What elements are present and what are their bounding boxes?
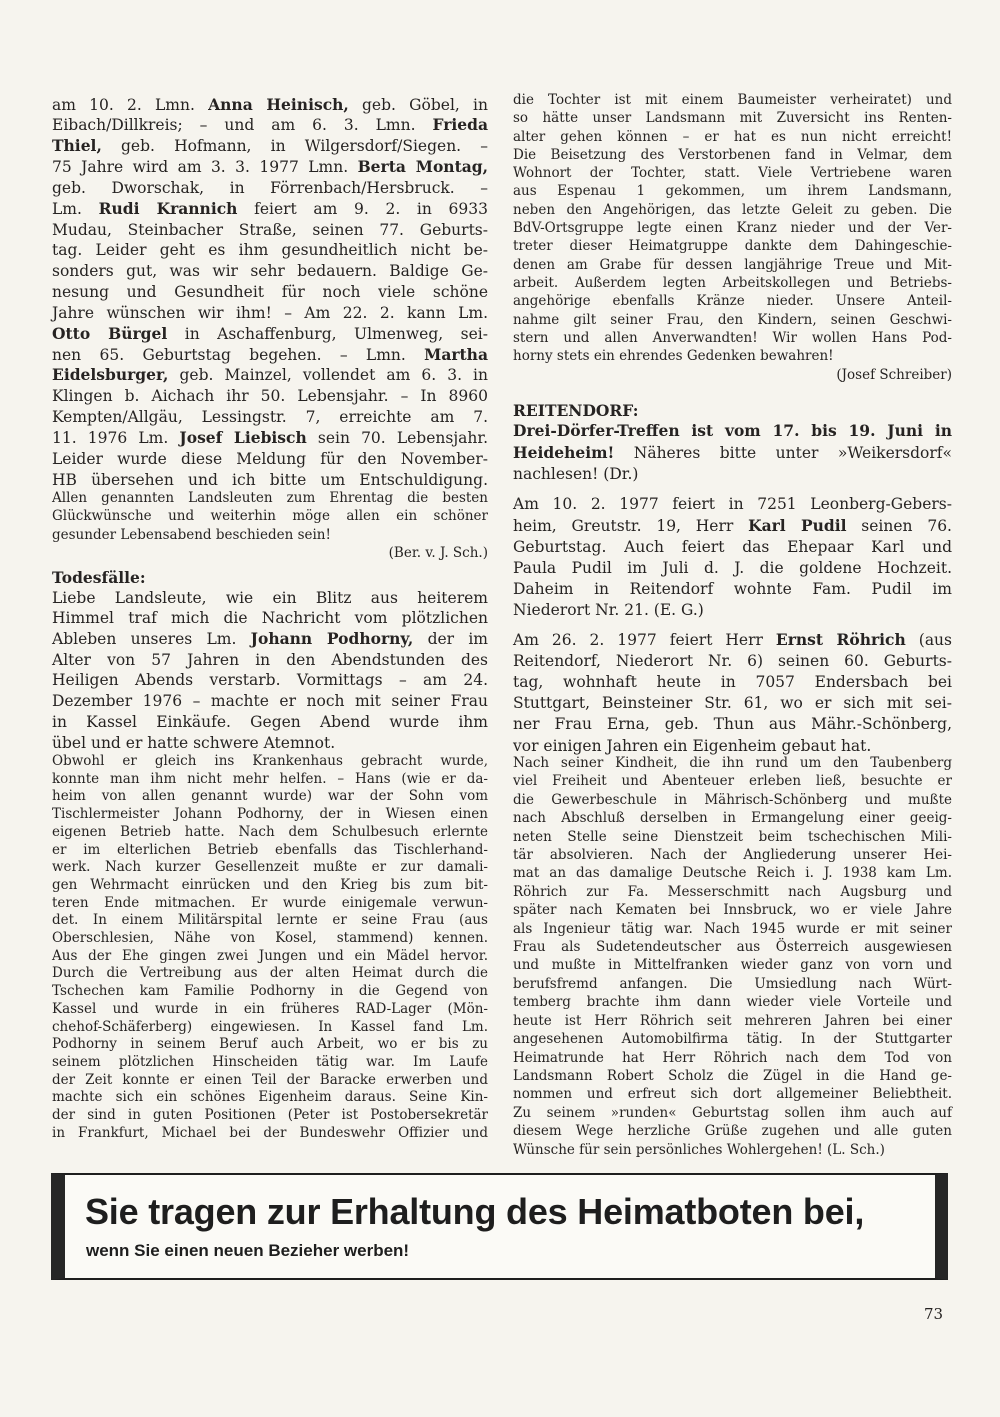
text-line: Heimatrunde hat Herr Röhrich nach dem Tod von xyxy=(513,1049,952,1066)
text-line: Röhrich zur Fa. Messerschmitt nach Augsburg und xyxy=(513,883,952,900)
text-line: aus Espenau 1 gekommen, um ihrem Landsmann, xyxy=(513,183,952,200)
bold-name: Ernst Röhrich xyxy=(775,629,906,649)
text-line: tag, wohnhaft heute in 7057 Endersbach bei xyxy=(513,672,952,691)
text-line: det. In einem Militärspital lernte er seine Frau (aus xyxy=(52,912,488,929)
text-line: Geburtstag. Auch feiert das Ehepaar Karl und xyxy=(513,537,952,556)
bold-name: Heideheim! xyxy=(513,442,615,462)
text-line: Kassel und wurde in ein früheres RAD-Lager (Mön- xyxy=(52,1000,488,1017)
wishes-signature: (Ber. v. J. Sch.) xyxy=(388,545,488,561)
text-line: Zu seinem »runden« Geburtstag sollen ihm auch auf xyxy=(513,1104,952,1121)
text-line: heim von allen genannt wurde) war der Sohn vom xyxy=(52,788,488,805)
text-line: Podhorny in seinem Beruf auch Arbeit, wo er bis zu xyxy=(52,1036,488,1053)
text-line: sonders gut, was wir sehr bedauern. Baldige Ge- xyxy=(52,262,488,281)
text-line: so hätte unser Landsmann mit Zuversicht ins Renten- xyxy=(513,110,952,127)
text-line: Wohnort der Tochter, statt. Viele Vertriebene waren xyxy=(513,165,952,182)
text-line: nach Abschluß derselben in Ermangelung einer geeig- xyxy=(513,810,952,827)
text-line: HB übersehen und ich bitte um Entschuldigung. xyxy=(52,470,488,489)
text-line: vor einigen Jahren ein Eigenheim gebaut hat. xyxy=(513,736,872,755)
text-line: Tischlermeister Johann Podhorny, der in Wiesen einen xyxy=(52,806,488,823)
bold-name: Thiel, xyxy=(52,136,102,156)
text-line: nesung und Gesundheit für noch viele schöne xyxy=(52,283,488,302)
text-line: Stuttgart, Beinsteiner Str. 61, wo er sich mit sei- xyxy=(513,694,952,713)
bold-name: Karl Pudil xyxy=(748,515,847,535)
text-line: eigenen Betrieb hatte. Nach dem Schulbesuch erlernte xyxy=(52,823,488,840)
text-line: viel Freiheit und Abenteuer erleben ließ, besuchte er xyxy=(513,773,952,790)
text-line: geb. Dworschak, in Förrenbach/Hersbruck. – xyxy=(52,178,488,197)
text-line: neben den Angehörigen, das letzte Geleit zu geben. Die xyxy=(513,201,952,218)
text-line: Frau als Sudetendeutscher aus Österreich ausgewiesen xyxy=(513,939,952,956)
bold-name: Anna Heinisch, xyxy=(208,94,349,114)
text-line: temberg brachte ihm dann wieder viele Vorteile und xyxy=(513,994,952,1011)
text-line: heim, Greutstr. 19, Herr Karl Pudil seinen 76. xyxy=(513,515,952,535)
bold-name: Frieda xyxy=(432,115,488,135)
text-line: Oberschlesien, Nähe von Kosel, stammend) kennen. xyxy=(52,930,488,947)
obituary-signature: (Josef Schreiber) xyxy=(836,367,952,383)
page-number: 73 xyxy=(924,1305,944,1323)
text-line: der Zeit konnte er einen Teil der Baracke erwerben und xyxy=(52,1071,488,1088)
text-line: BdV-Ortsgruppe legte einen Kranz nieder und der Ver- xyxy=(513,220,952,237)
text-line: am 10. 2. Lmn. Anna Heinisch, geb. Göbel, in xyxy=(52,94,488,114)
text-line: die Tochter ist mit einem Baumeister verheiratet) und xyxy=(513,92,952,108)
text-line: Allen genannten Landsleuten zum Ehrentag die besten xyxy=(52,490,488,506)
text-line: Am 10. 2. 1977 feiert in 7251 Leonberg-Gebers- xyxy=(513,494,952,513)
text-line: Aus der Ehe gingen zwei Jungen und ein Mädel hervor. xyxy=(52,947,488,964)
text-line: angehörige ebenfalls Kränze nieder. Unsere Anteil- xyxy=(513,293,952,310)
text-line: Landsmann Robert Scholz die Zügel in die Hand ge- xyxy=(513,1067,952,1084)
text-line: die Gewerbeschule in Mährisch-Schönberg und mußte xyxy=(513,791,952,808)
text-line: als Ingenieur tätig war. Nach 1945 wurde er mit seiner xyxy=(513,920,952,937)
text-line: Thiel, geb. Hofmann, in Wilgersdorf/Siegen. – xyxy=(52,136,488,156)
text-line: seinem plötzlichen Hinscheiden tätig war. Im Laufe xyxy=(52,1053,488,1070)
roehrich-biography xyxy=(513,754,952,1159)
text-line: Tschechen kam Familie Podhorny in die Gegend von xyxy=(52,983,488,1000)
text-line: teren Ende mitmachen. Er wurde einigemale verwun- xyxy=(52,894,488,911)
section-heading-reitendorf: REITENDORF: xyxy=(513,400,639,420)
text-line: Heideheim! Näheres bitte unter »Weikersdorf« xyxy=(513,442,952,462)
text-line: heute ist Herr Röhrich seit mehreren Jahren bei einer xyxy=(513,1012,952,1029)
bold-name: Berta Montag, xyxy=(357,157,489,177)
text-line: gesunder Lebensabend beschieden sein! xyxy=(52,526,331,543)
text-line: Kempten/Allgäu, Lessingstr. 7, erreichte am 7. xyxy=(52,408,488,427)
text-line: Heiligen Abends verstarb. Vormittags – am 24. xyxy=(52,671,488,690)
text-line: Am 26. 2. 1977 feiert Herr Ernst Röhrich (aus xyxy=(513,629,952,649)
text-line: 11. 1976 Lm. Josef Liebisch sein 70. Lebensjahr. xyxy=(52,428,489,447)
text-line: Obwohl er gleich ins Krankenhaus gebracht wurde, xyxy=(52,753,488,769)
banner-title: Sie tragen zur Erhaltung des Heimatboten bei, xyxy=(85,1191,865,1232)
obituary-intro xyxy=(52,588,488,754)
text-line: in Frankfurt, Michael bei der Bundeswehr Offizier und xyxy=(52,1124,488,1141)
birthday-wishes xyxy=(52,489,488,544)
text-line: Alter von 57 Jahren in den Abendstunden des xyxy=(52,650,488,669)
bold-name: Rudi Krannich xyxy=(98,198,238,218)
text-line: mat an das damalige Deutsche Reich i. J. 1938 kam Lm. xyxy=(513,865,952,882)
pudil-announcement xyxy=(513,494,952,621)
text-line: Leider wurde diese Meldung für den November- xyxy=(52,449,488,468)
text-line: berufsfremd anfangen. Die Umsiedlung nach Würt- xyxy=(513,975,952,992)
text-line: Nach seiner Kindheit, die ihn rund um den Taubenberg xyxy=(513,755,952,771)
text-line: werk. Nach kurzer Gesellenzeit mußte er zur damali- xyxy=(52,859,488,876)
text-line: Mudau, Steinbacher Straße, seinen 77. Geburts- xyxy=(52,220,488,239)
text-line: nachlesen! (Dr.) xyxy=(513,465,639,484)
text-line: gen Wehrmacht einrücken und den Krieg bis zum bit- xyxy=(52,876,488,893)
text-line: tär absolvieren. Nach der Angliederung unserer Hei- xyxy=(513,847,952,864)
text-line: Wünsche für sein persönliches Wohlergehen! (L. Sch.) xyxy=(513,1141,885,1158)
text-line: Eidelsburger, geb. Mainzel, vollendet am 6. 3. in xyxy=(52,365,488,385)
bold-name: Drei-Dörfer-Treffen ist vom 17. bis 19. Juni in xyxy=(513,420,952,440)
text-line: ner Frau Erna, geb. Thun aus Mähr.-Schönberg, xyxy=(513,715,952,734)
text-line: arbeit. Außerdem legten Arbeitskollegen und Betriebs- xyxy=(513,274,952,291)
text-line: der sind in guten Positionen (Peter ist Postobersekretär xyxy=(52,1107,488,1124)
text-line: in Kassel Einkäufe. Gegen Abend wurde ihm xyxy=(52,712,488,731)
subscription-banner xyxy=(51,1173,948,1280)
bold-name: Johann Podhorny, xyxy=(250,629,414,648)
text-line: treter dieser Heimatgruppe dankte dem Dahingeschie- xyxy=(513,238,952,255)
text-line: alter gehen können – er hat es nun nicht erreicht! xyxy=(513,128,952,145)
text-line: Paula Pudil im Juli d. J. die goldene Hochzeit. xyxy=(513,558,952,577)
text-line: stern und allen Anverwandten! Wir wollen Hans Pod- xyxy=(513,329,952,346)
bold-name: Josef Liebisch xyxy=(179,428,307,447)
text-line: Lm. Rudi Krannich feiert am 9. 2. in 6933 xyxy=(52,198,488,218)
text-line: Eibach/Dillkreis; – und am 6. 3. Lmn. Frieda xyxy=(52,115,488,135)
text-line: nahme gilt seiner Frau, den Kindern, seinen Geschwi- xyxy=(513,311,952,328)
bold-name: Martha xyxy=(424,344,488,364)
text-line: Reitendorf, Niederort Nr. 6) seinen 60. Geburts- xyxy=(513,651,952,670)
text-line: Otto Bürgel in Aschaffenburg, Ulmenweg, sei- xyxy=(52,323,488,343)
roehrich-announcement xyxy=(513,629,952,757)
text-line: Durch die Vertreibung aus der alten Heimat durch die xyxy=(52,965,488,982)
text-line: neten Stelle seine Dienstzeit beim tschechischen Mili- xyxy=(513,828,952,845)
text-line: später nach Kematen bei Innsbruck, wo er viele Jahre xyxy=(513,902,952,919)
text-line: Liebe Landsleute, wie ein Blitz aus heiterem xyxy=(52,588,488,607)
bold-name: Eidelsburger, xyxy=(52,365,169,385)
text-line: konnte man ihm nicht mehr helfen. – Hans (wie er da- xyxy=(52,770,488,787)
text-line: Glückwünsche und weiterhin möge allen ein schöner xyxy=(52,508,488,525)
text-line: er im elterlichen Betrieb ebenfalls das Tischlerhand- xyxy=(52,841,488,858)
text-line: horny stets ein ehrendes Gedenken bewahren! xyxy=(513,348,834,365)
text-line: machte sich ein schönes Eigenheim daraus. Seine Kin- xyxy=(52,1089,488,1106)
text-line: und mußte in Mittelfranken wieder ganz von vorn und xyxy=(513,957,952,974)
text-line: 75 Jahre wird am 3. 3. 1977 Lmn. Berta Montag, xyxy=(52,157,489,177)
text-line: nommen und erfreut sich dort allgemeiner Beliebtheit. xyxy=(513,1086,952,1103)
obituary-continuation xyxy=(513,91,952,365)
deaths-heading: Todesfälle: xyxy=(52,567,146,587)
text-line: chehof-Schäferberg) eingewiesen. In Kassel fand Lm. xyxy=(52,1018,488,1035)
birthday-announcements xyxy=(52,95,488,491)
meeting-announcement xyxy=(513,420,952,486)
text-line: Die Beisetzung des Verstorbenen fand in Velmar, dem xyxy=(513,146,952,163)
text-line: nen 65. Geburtstag begehen. – Lmn. Martha xyxy=(52,344,488,364)
text-line: denen am Grabe für dessen langjährige Treue und Mit- xyxy=(513,256,952,273)
text-line: tag. Leider geht es ihm gesundheitlich nicht be- xyxy=(52,241,488,260)
banner-subtitle: wenn Sie einen neuen Bezieher werben! xyxy=(86,1241,410,1260)
text-line xyxy=(513,420,952,442)
text-line: Himmel traf mich die Nachricht vom plötzlichen xyxy=(52,609,488,628)
text-line: Jahre wünschen wir ihm! – Am 22. 2. kann Lm. xyxy=(52,303,488,322)
text-line: übel und er hatte schwere Atemnot. xyxy=(52,733,336,752)
text-line: Klingen b. Aichach ihr 50. Lebensjahr. – In 8960 xyxy=(52,387,488,406)
text-line: angesehenen Automobilfirma tätig. In der Stuttgarter xyxy=(513,1031,952,1048)
text-line: Daheim in Reitendorf wohnte Fam. Pudil im xyxy=(513,579,952,598)
text-line: Dezember 1976 – machte er noch mit seiner Frau xyxy=(52,692,488,711)
text-line: Ableben unseres Lm. Johann Podhorny, der im xyxy=(52,629,488,648)
text-line: Niederort Nr. 21. (E. G.) xyxy=(513,600,704,619)
obituary-body xyxy=(52,753,488,1142)
text-line: diesem Wege herzliche Grüße zugehen und alle guten xyxy=(513,1123,952,1140)
bold-name: Otto Bürgel xyxy=(52,323,168,343)
